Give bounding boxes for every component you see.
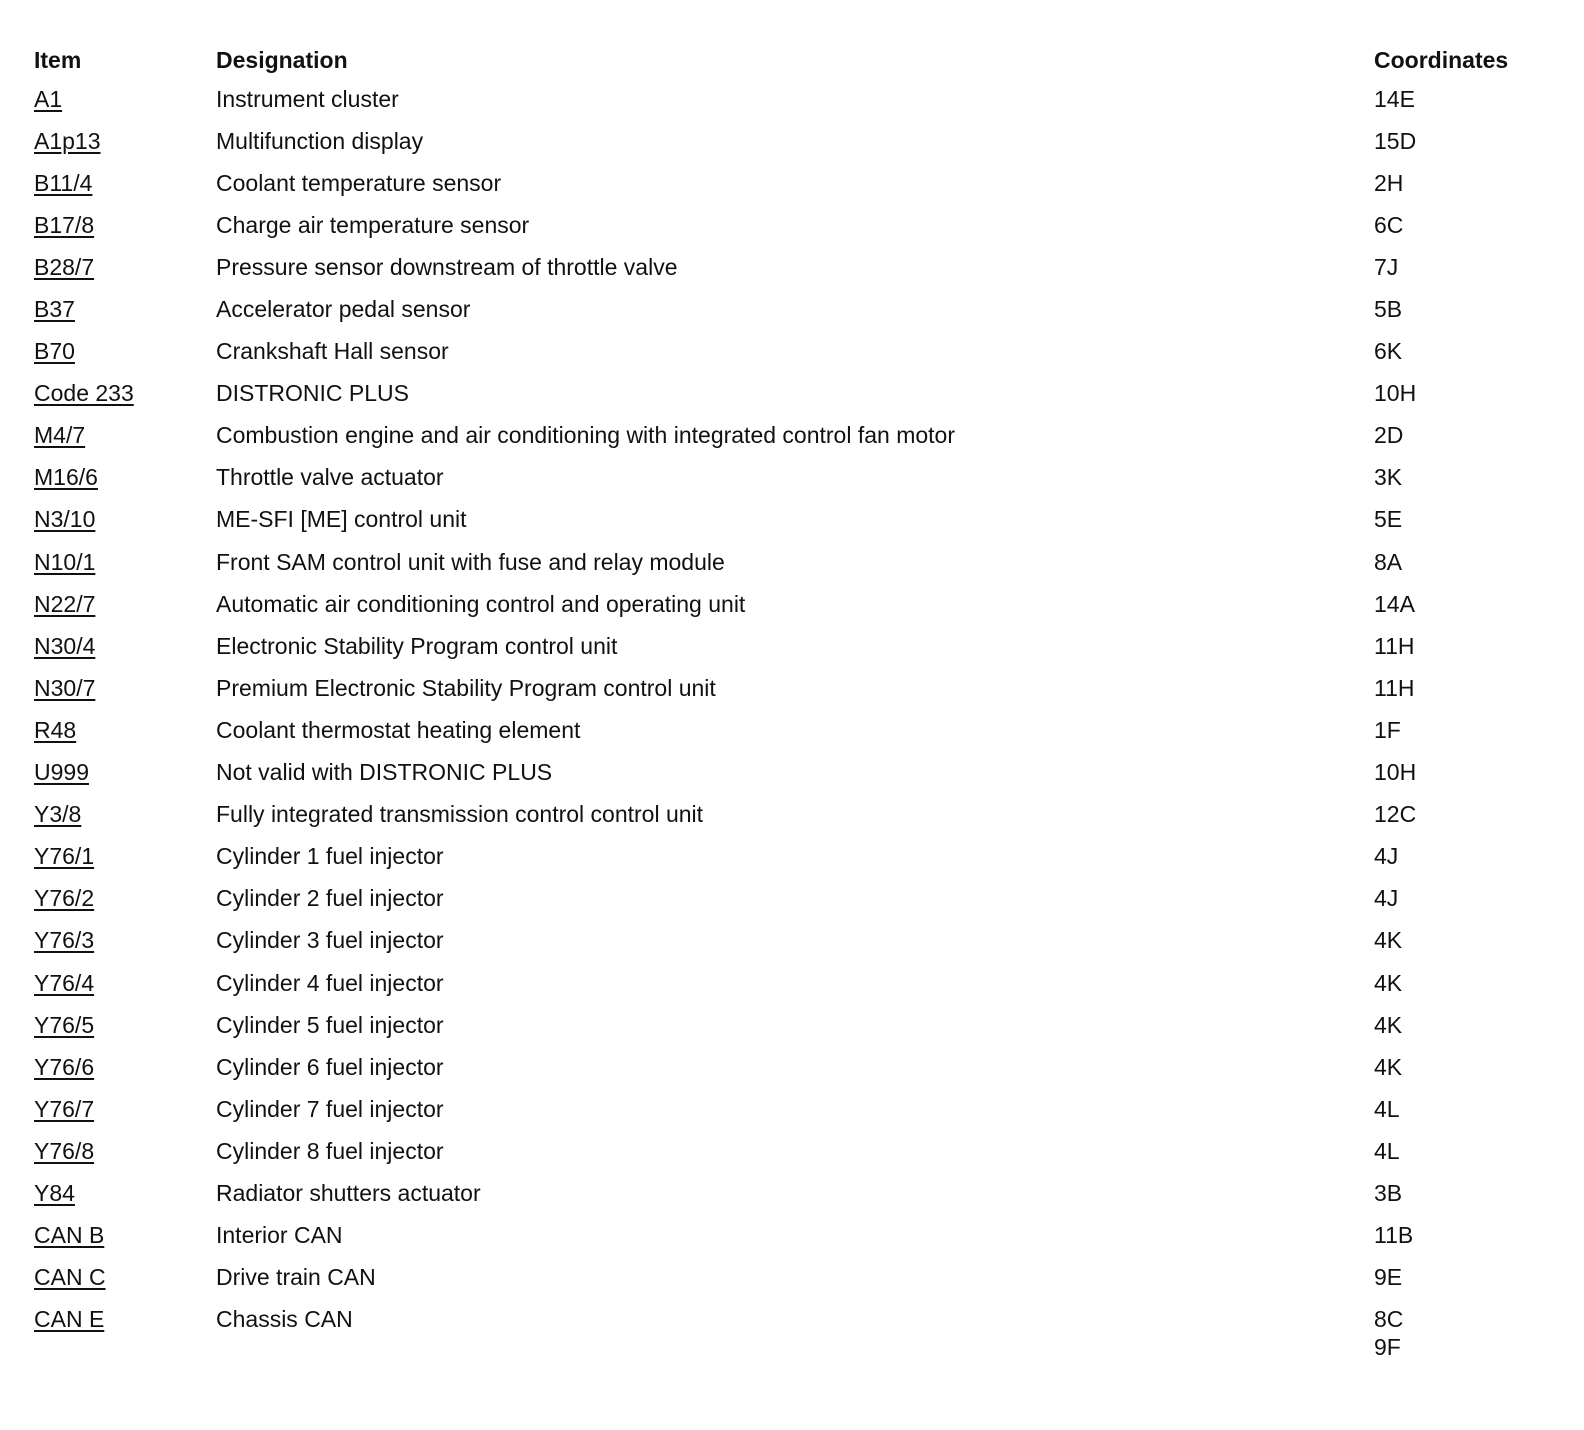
item-link[interactable]: A1p13 (34, 127, 101, 154)
coordinates-cell (1374, 1299, 1554, 1361)
coordinate-value: 10H (1374, 759, 1417, 786)
item-link[interactable]: U999 (34, 759, 89, 786)
item-link[interactable]: A1 (34, 85, 63, 112)
coordinate-value: 4K (1374, 1011, 1403, 1038)
coordinate-value: 4L (1374, 1095, 1400, 1122)
coordinates-cell (1374, 120, 1554, 162)
item-link[interactable]: N30/7 (34, 674, 96, 701)
item-cell (34, 162, 216, 204)
designation-cell: Cylinder 4 fuel injector (216, 969, 444, 996)
coordinate-value: 6K (1374, 338, 1403, 365)
item-cell (34, 288, 216, 330)
table-row (34, 752, 1554, 794)
item-cell (34, 1172, 216, 1214)
table-row (34, 1215, 1554, 1257)
item-link[interactable]: Y84 (34, 1179, 75, 1206)
item-link[interactable]: B70 (34, 338, 75, 365)
coordinate-value: 3K (1374, 464, 1403, 491)
coordinates-cell (1374, 667, 1554, 709)
coordinate-value: 8A (1374, 548, 1403, 575)
item-cell (34, 667, 216, 709)
coordinate-value: 4K (1374, 969, 1403, 996)
coordinates-cell (1374, 583, 1554, 625)
item-link[interactable]: Y76/4 (34, 969, 95, 996)
coordinates-cell (1374, 162, 1554, 204)
item-cell (34, 331, 216, 373)
designation-cell: Front SAM control unit with fuse and relay module (216, 548, 725, 575)
table-row (34, 373, 1554, 415)
table-body (34, 78, 1554, 1361)
table-row (34, 1130, 1554, 1172)
item-link[interactable]: N3/10 (34, 506, 96, 533)
coordinate-value: 11B (1374, 1222, 1414, 1249)
item-link[interactable]: M16/6 (34, 464, 98, 491)
item-cell (34, 204, 216, 246)
coordinates-cell (1374, 962, 1554, 1004)
coordinate-value: 11H (1374, 632, 1415, 659)
item-cell (34, 1004, 216, 1046)
coordinates-cell (1374, 78, 1554, 120)
header-row (34, 42, 1554, 78)
item-link[interactable]: R48 (34, 716, 77, 743)
item-link[interactable]: B28/7 (34, 253, 95, 280)
item-cell (34, 373, 216, 415)
coordinates-cell (1374, 204, 1554, 246)
coordinates-cell (1374, 920, 1554, 962)
item-link[interactable]: Code 233 (34, 380, 134, 407)
item-cell (34, 1088, 216, 1130)
item-link[interactable]: B37 (34, 296, 75, 323)
table-row (34, 1088, 1554, 1130)
coordinates-cell (1374, 878, 1554, 920)
coordinates-cell (1374, 373, 1554, 415)
coordinate-value: 9F (1374, 1333, 1401, 1360)
designation-cell: Throttle valve actuator (216, 464, 444, 491)
item-link[interactable]: CAN E (34, 1305, 105, 1332)
coordinates-cell (1374, 709, 1554, 751)
designation-cell: Charge air temperature sensor (216, 211, 530, 238)
item-link[interactable]: N30/4 (34, 632, 96, 659)
coordinates-cell (1374, 794, 1554, 836)
coordinate-value: 4K (1374, 1053, 1403, 1080)
item-link[interactable]: M4/7 (34, 422, 86, 449)
item-cell (34, 499, 216, 541)
table-row (34, 836, 1554, 878)
coordinate-value: 9E (1374, 1264, 1403, 1291)
designation-cell: Cylinder 7 fuel injector (216, 1095, 444, 1122)
coordinates-cell (1374, 499, 1554, 541)
table-row (34, 331, 1554, 373)
table-row (34, 709, 1554, 751)
designation-cell: Electronic Stability Program control unit (216, 632, 618, 659)
designation-cell: Coolant thermostat heating element (216, 716, 581, 743)
coordinate-value: 6C (1374, 211, 1404, 238)
item-cell (34, 794, 216, 836)
table-row (34, 1257, 1554, 1299)
item-cell (34, 415, 216, 457)
item-cell (34, 836, 216, 878)
item-link[interactable]: B17/8 (34, 211, 95, 238)
item-cell (34, 709, 216, 751)
coordinates-cell (1374, 246, 1554, 288)
item-link[interactable]: N22/7 (34, 590, 96, 617)
coordinates-cell (1374, 1257, 1554, 1299)
item-cell (34, 1257, 216, 1299)
coordinate-value: 5B (1374, 296, 1403, 323)
table-row (34, 962, 1554, 1004)
coordinates-cell (1374, 1088, 1554, 1130)
table-row (34, 1046, 1554, 1088)
item-link[interactable]: Y76/1 (34, 843, 95, 870)
designation-cell: Pressure sensor downstream of throttle valve (216, 253, 678, 280)
item-cell (34, 625, 216, 667)
item-cell (34, 752, 216, 794)
table-row (34, 78, 1554, 120)
item-cell (34, 1299, 216, 1361)
coordinates-cell (1374, 1172, 1554, 1214)
table-row (34, 1172, 1554, 1214)
table-header (34, 42, 1554, 78)
designation-cell: Combustion engine and air conditioning with integrated control fan motor (216, 422, 955, 449)
item-cell (34, 583, 216, 625)
coordinates-cell (1374, 331, 1554, 373)
coordinates-cell (1374, 457, 1554, 499)
coordinate-value: 12C (1374, 801, 1417, 828)
item-link[interactable]: CAN C (34, 1264, 106, 1291)
table-row (34, 120, 1554, 162)
table-row (34, 878, 1554, 920)
item-link[interactable]: Y76/5 (34, 1011, 95, 1038)
coordinate-value: 10H (1374, 380, 1417, 407)
component-legend-table (34, 42, 1554, 1361)
table-row (34, 920, 1554, 962)
item-cell (34, 878, 216, 920)
coordinate-value: 15D (1374, 127, 1417, 154)
designation-cell: Cylinder 2 fuel injector (216, 885, 444, 912)
table-row (34, 499, 1554, 541)
table-row (34, 583, 1554, 625)
designation-cell: Radiator shutters actuator (216, 1179, 481, 1206)
designation-cell: Multifunction display (216, 127, 424, 154)
designation-cell: Interior CAN (216, 1222, 343, 1249)
table-row (34, 1299, 1554, 1361)
coordinate-value: 4K (1374, 927, 1403, 954)
item-link[interactable]: Y76/2 (34, 885, 95, 912)
item-cell (34, 1046, 216, 1088)
coordinate-value: 1F (1374, 716, 1401, 743)
table-row (34, 667, 1554, 709)
coordinate-value: 14A (1374, 590, 1415, 617)
designation-cell: Fully integrated transmission control control unit (216, 801, 704, 828)
table-row (34, 204, 1554, 246)
coordinates-cell (1374, 1215, 1554, 1257)
coordinate-value: 11H (1374, 674, 1415, 701)
designation-cell: Cylinder 6 fuel injector (216, 1053, 444, 1080)
item-cell (34, 1215, 216, 1257)
designation-cell: DISTRONIC PLUS (216, 380, 409, 407)
header-designation: Designation (216, 46, 348, 73)
coordinate-value: 4J (1374, 843, 1399, 870)
designation-cell: Coolant temperature sensor (216, 169, 502, 196)
item-cell (34, 541, 216, 583)
table-row (34, 541, 1554, 583)
designation-cell: Cylinder 3 fuel injector (216, 927, 444, 954)
item-cell (34, 457, 216, 499)
designation-cell: Premium Electronic Stability Program control unit (216, 674, 716, 701)
designation-cell: ME-SFI [ME] control unit (216, 506, 467, 533)
item-link[interactable]: Y3/8 (34, 801, 82, 828)
coordinate-value: 4J (1374, 885, 1399, 912)
table-row (34, 794, 1554, 836)
item-cell (34, 78, 216, 120)
coordinate-value: 5E (1374, 506, 1403, 533)
table-row (34, 415, 1554, 457)
coordinates-cell (1374, 415, 1554, 457)
designation-cell: Accelerator pedal sensor (216, 296, 471, 323)
coordinates-cell (1374, 1046, 1554, 1088)
item-cell (34, 962, 216, 1004)
designation-cell: Not valid with DISTRONIC PLUS (216, 759, 553, 786)
coordinates-cell (1374, 752, 1554, 794)
coordinates-cell (1374, 1130, 1554, 1172)
item-link[interactable]: B11/4 (34, 169, 93, 196)
coordinate-value: 4L (1374, 1137, 1400, 1164)
designation-cell: Cylinder 8 fuel injector (216, 1137, 444, 1164)
designation-cell: Cylinder 5 fuel injector (216, 1011, 444, 1038)
coordinate-value: 7J (1374, 253, 1399, 280)
table-row (34, 457, 1554, 499)
coordinates-cell (1374, 625, 1554, 667)
coordinates-cell (1374, 1004, 1554, 1046)
designation-cell: Drive train CAN (216, 1264, 376, 1291)
coordinate-value: 2H (1374, 169, 1404, 196)
item-link[interactable]: CAN B (34, 1222, 105, 1249)
item-link[interactable]: Y76/8 (34, 1137, 95, 1164)
table-row (34, 288, 1554, 330)
table-row (34, 246, 1554, 288)
header-item: Item (34, 46, 82, 73)
designation-cell: Chassis CAN (216, 1305, 353, 1332)
coordinate-value: 2D (1374, 422, 1404, 449)
coordinates-cell (1374, 541, 1554, 583)
item-link[interactable]: Y76/3 (34, 927, 95, 954)
table-row (34, 625, 1554, 667)
designation-cell: Instrument cluster (216, 85, 399, 112)
table-row (34, 1004, 1554, 1046)
item-cell (34, 246, 216, 288)
item-link[interactable]: Y76/7 (34, 1095, 95, 1122)
item-cell (34, 120, 216, 162)
table-row (34, 162, 1554, 204)
item-cell (34, 1130, 216, 1172)
coordinate-value: 8C (1374, 1305, 1404, 1332)
coordinate-value: 14E (1374, 85, 1415, 112)
designation-cell: Automatic air conditioning control and operating unit (216, 590, 746, 617)
coordinates-cell (1374, 288, 1554, 330)
item-cell (34, 920, 216, 962)
designation-cell: Crankshaft Hall sensor (216, 338, 449, 365)
header-coordinates: Coordinates (1374, 46, 1509, 73)
designation-cell: Cylinder 1 fuel injector (216, 843, 444, 870)
coordinates-cell (1374, 836, 1554, 878)
item-link[interactable]: N10/1 (34, 548, 96, 575)
item-link[interactable]: Y76/6 (34, 1053, 95, 1080)
coordinate-value: 3B (1374, 1179, 1403, 1206)
